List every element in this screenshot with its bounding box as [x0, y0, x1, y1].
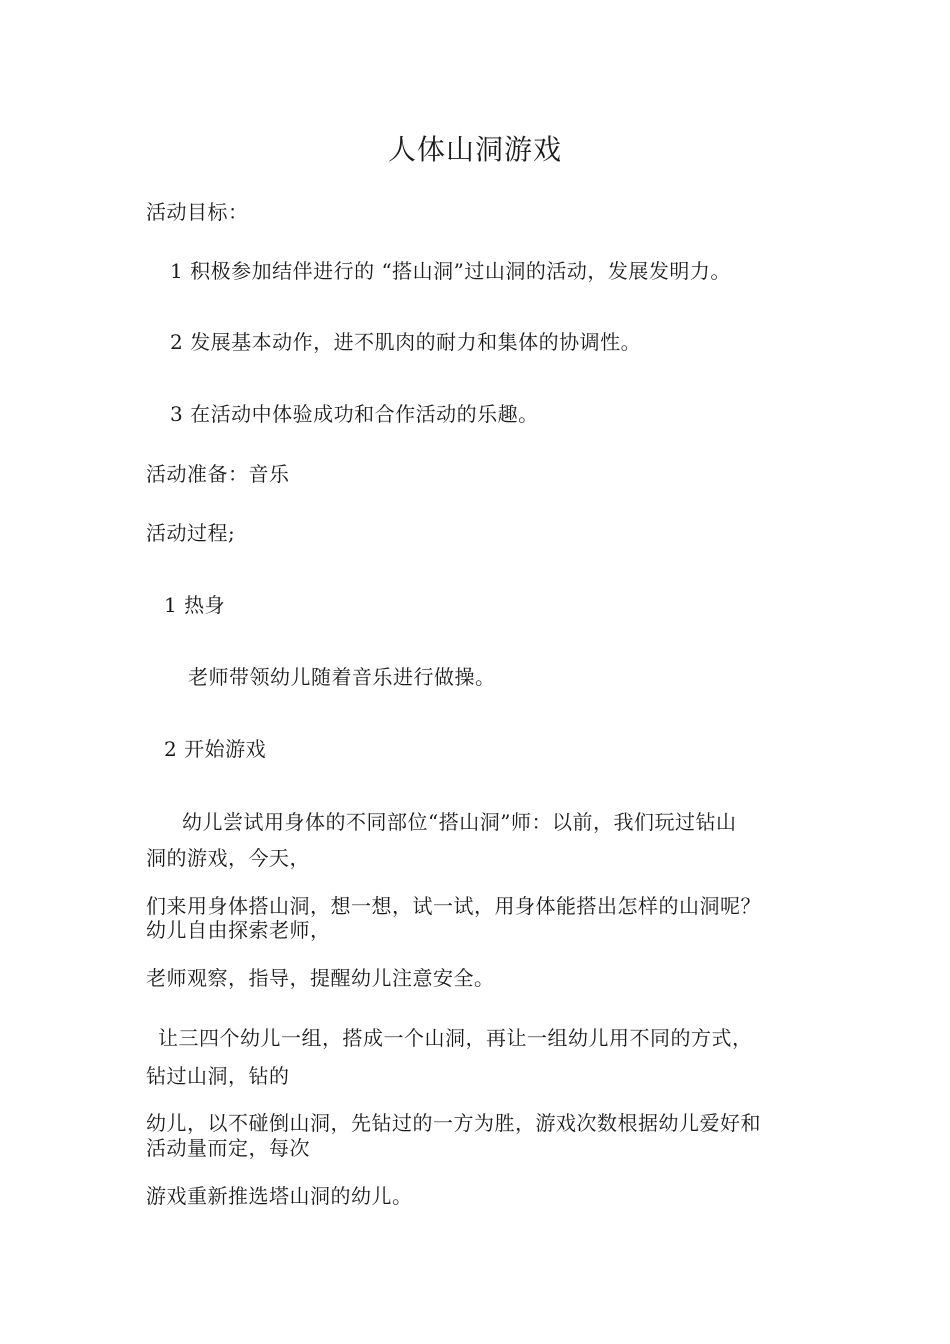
- paragraph-line: 们来用身体搭山洞，想一想，试一试，用身体能搭出怎样的山洞呢？: [146, 894, 761, 918]
- goal-item: 1 积极参加结伴进行的 “搭山洞”过山洞的活动，发展发明力。: [170, 259, 731, 283]
- goal-item: 2 发展基本动作，进不肌肉的耐力和集体的协调性。: [170, 330, 642, 354]
- paragraph-line: 幼儿自由探索老师，: [146, 918, 331, 942]
- paragraph-line: 钻过山洞，钻的: [146, 1064, 290, 1088]
- paragraph-line: 幼儿尝试用身体的不同部位“搭山洞”师：以前，我们玩过钻山: [182, 810, 737, 834]
- document-title: 人体山洞游戏: [387, 133, 562, 166]
- step-heading: 1 热身: [164, 593, 226, 617]
- paragraph-line: 活动量而定，每次: [146, 1136, 310, 1160]
- preparation-line: 活动准备：音乐: [146, 462, 290, 486]
- paragraph-line: 让三四个幼儿一组，搭成一个山洞，再让一组幼儿用不同的方式，: [158, 1026, 753, 1050]
- step-heading: 2 开始游戏: [164, 737, 267, 761]
- paragraph-line: 幼儿，以不碰倒山洞，先钻过的一方为胜，游戏次数根据幼儿爱好和: [146, 1111, 761, 1135]
- goals-heading: 活动目标：: [146, 200, 249, 224]
- paragraph-line: 洞的游戏，今天，: [146, 846, 310, 870]
- step-text: 老师带领幼儿随着音乐进行做操。: [188, 665, 496, 689]
- paragraph-line: 游戏重新推选塔山洞的幼儿。: [146, 1184, 413, 1208]
- goal-item: 3 在活动中体验成功和合作活动的乐趣。: [170, 402, 539, 426]
- process-heading: 活动过程;: [146, 521, 236, 545]
- paragraph-line: 老师观察，指导，提醒幼儿注意安全。: [146, 966, 495, 990]
